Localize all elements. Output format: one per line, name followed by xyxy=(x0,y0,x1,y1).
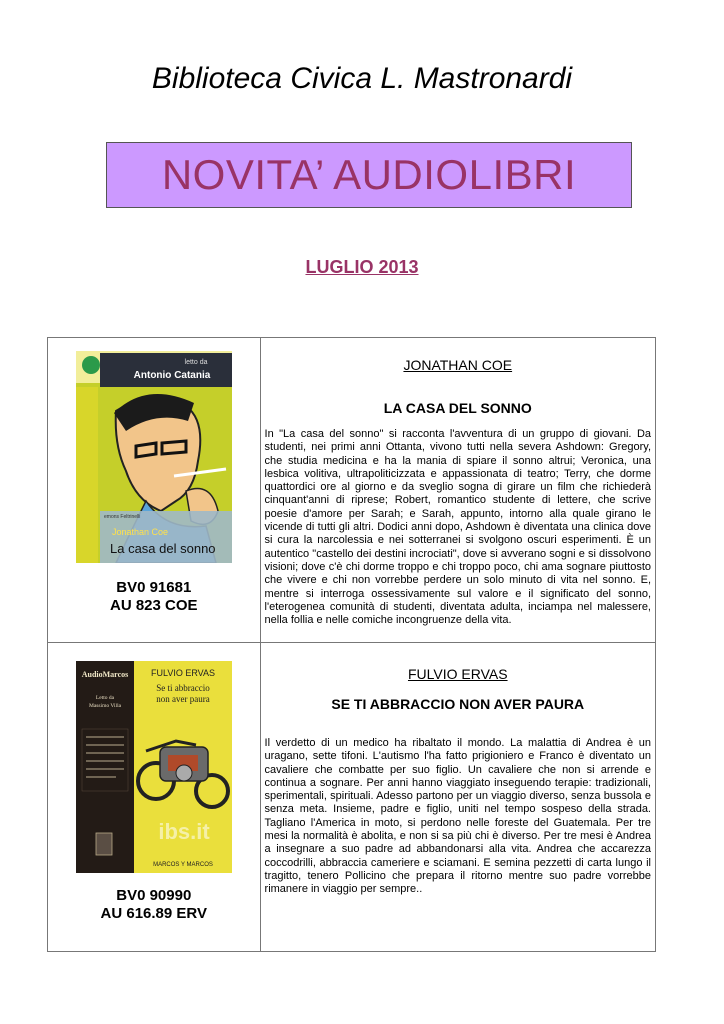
library-name: Biblioteca Civica L. Mastronardi xyxy=(151,62,573,95)
book-1-author: JONATHAN COE xyxy=(403,357,513,373)
book-1-cover-cell xyxy=(48,338,261,643)
book-2-cover-image xyxy=(76,661,232,873)
book-2-description: Il verdetto di un medico ha ribaltato il mondo. La malattia di Andrea è un uragano, sette tifoni. L'autismo l'ha fatto prigioniero e Franco è diventato un cavaliere che combatte per suo figlio. Un cavaliere che non si arrende e continua a sognare. Per anni hanno viaggiato inseguendo terapie: tradizionali, sperimentali, spirituali. Adesso partono per un viaggio diverso, senza bussola e senza meta. Insieme, padre e figlio, uniti nel tempo sospeso della strada. Tagliano l'America in moto, si perdono nelle foreste del Guatemala. Per tre mesi la normalità è abolita, e non si sa più chi è diverso. Per tre mesi è Andrea a insegnare a suo padre ad abbandonarsi alla vita. Andrea che accarezza coccodrilli, abbraccia cameriere e sciamani. E semina pezzetti di carta lungo il tragitto, tenero Pollicino che prepara il ritorno mentre suo padre vorrebbe rimanere in viaggio per sempre.. xyxy=(264,737,651,896)
book-2-info-cell xyxy=(260,643,655,952)
cover-2-author: FULVIO ERVAS xyxy=(150,668,215,678)
book-1-info-cell xyxy=(260,338,655,643)
book-1-cover-image xyxy=(76,351,232,563)
cover-1-publisher: emons Feltrinelli xyxy=(103,514,141,520)
book-1-title: LA CASA DEL SONNO xyxy=(383,400,532,416)
cover-1-letto-da: letto da xyxy=(184,359,208,366)
month-heading: LUGLIO 2013 xyxy=(305,257,419,277)
books-table xyxy=(47,337,656,952)
book-2-code-line2: AU 616.89 ERV xyxy=(100,905,207,922)
cover-2-title-line: Se ti abbraccio xyxy=(156,683,210,693)
book-1-code-line1: BV0 91681 xyxy=(116,579,192,596)
cover-2-title-line: non aver paura xyxy=(156,694,210,704)
banner-text: NOVITA’ AUDIOLIBRI xyxy=(161,151,577,198)
book-2-code-line1: BV0 90990 xyxy=(116,887,192,904)
book-1-code-line2: AU 823 COE xyxy=(109,597,198,614)
cover-1-title: La casa del sonno xyxy=(109,541,216,556)
cover-1-reader: Antonio Catania xyxy=(133,370,211,381)
table-row xyxy=(48,643,656,952)
title-banner xyxy=(106,142,632,208)
book-2-author: FULVIO ERVAS xyxy=(407,666,508,682)
book-2-title: SE TI ABBRACCIO NON AVER PAURA xyxy=(331,696,585,712)
cover-2-publisher: AudioMarcos xyxy=(81,670,129,679)
book-1-description: In "La casa del sonno" si racconta l'avventura di un gruppo di giovani. Da studenti, nei primi anni Ottanta, vivono tutti nella severa Ashdown: Gregory, che studia medicina e ha la mania di spiare il sonno altrui; Veronica, una lesbica volitiva, ultrapoliticizzata e appassionata di teatro; Terry, che dorme quattordici ore al giorno e da sveglio sogna di girare un film che richiederà cinquant'anni di riprese; Robert, romantico studente di lettere, che scrive poesie d'amore per Sarah; e Sarah, appunto, intorno alla quale girano le vicende di tutti gli altri. Dodici anni dopo, Ashdown è diventata una clinica dove si cura la narcolessia e nei sotterranei si svolgono oscuri esperimenti. È un autentico "castello dei destini incrociati", dove si avverano sogni e si dissolvono visioni; dove c'è chi dorme troppo e chi troppo poco, chi ama sognare piuttosto che vivere e chi non vorrebbe perdere un solo minuto di vita nel sonno. E, mentre si interroga ossessivamente sul valore e il significato del sonno, l'eterogenea comunità di studenti, diventata adulta, inciampa nel malessere, nella follia e nelle comiche incongruenze della vita. xyxy=(264,428,651,627)
cover-2-watermark: ibs.it xyxy=(158,819,210,844)
cover-1-author: Jonathan Coe xyxy=(111,527,168,537)
cover-2-bottom: MARCOS Y MARCOS xyxy=(152,862,213,868)
cover-2-reader: Massimo Villa xyxy=(88,703,121,709)
table-row xyxy=(48,338,656,643)
cover-2-letto-da: Letto da xyxy=(95,695,114,701)
book-2-cover-cell xyxy=(48,643,261,952)
